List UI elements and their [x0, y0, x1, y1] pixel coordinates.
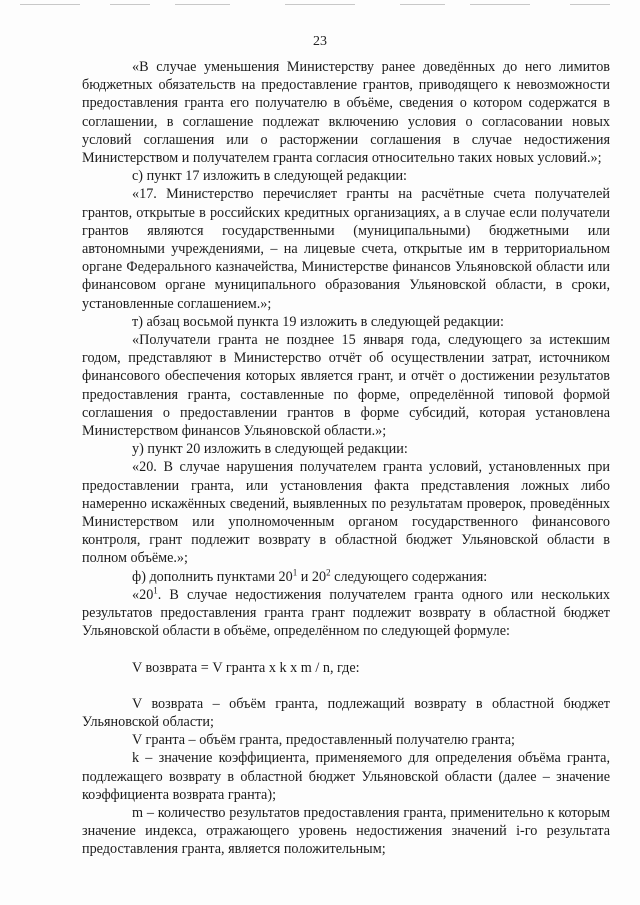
definition-m: m – количество результатов предоставления гранта, применительно к которым значение индекса, отражающего уровень недостижения значений i-го результата предоставления гранта, является положительным; [82, 804, 610, 858]
item-f-text-middle: и 20 [297, 568, 327, 585]
paragraph-ministry-limits: «В случае уменьшения Министерству ранее доведённых до него лимитов бюджетных обязательств на предоставление грантов, приводящего к невозможности предоставления гранта его получателю в объёме, сведения о котором содержатся в соглашении, в соглашение подлежат включению условия о согласовании новых условий соглашения или о расторжении соглашения в случае недостижения Министерством и получателем гранта согласия относительно таких новых условий.»; [82, 59, 610, 167]
definition-v-grant: V гранта – объём гранта, предоставленный получателю гранта; [132, 732, 515, 749]
superscript-1: 1 [153, 585, 158, 596]
page-number: 23 [313, 34, 327, 49]
paragraph-point-17: «17. Министерство перечисляет гранты на расчётные счета получателей грантов, открытые в российских кредитных организациях, а в случае если получатели грантов являются государственными (муниципальными) бюджетными или автономными учреждениями, – на лицевые счета, открытые им в территориальном органе Федерального казначейства, Министерстве финансов Ульяновской области или финансовом органе муниципального образования Ульяновской области, в сроки, установленные соглашением.»; [82, 186, 610, 312]
definition-v-refund: V возврата – объём гранта, подлежащий возврату в областной бюджет Ульяновской области; [82, 695, 610, 730]
superscript-2: 2 [326, 566, 331, 577]
paragraph-item-t: т) абзац восьмой пункта 19 изложить в следующей редакции: [132, 313, 504, 330]
point-20-1-text: . В случае недостижения получателем гранта одного или нескольких результатов предоставления гранта грант подлежит возврату в областной бюджет Ульяновской области в объёме, определённом по следующей формуле: [82, 586, 610, 640]
paragraph-report-deadline: «Получатели гранта не позднее 15 января года, следующего за истекшим годом, представляют в Министерство отчёт об осуществлении затрат, источником финансового обеспечения которых является грант, и отчёт о достижении результатов предоставления гранта, составленные по форме, определённой типовой формой соглашения о предоставлении грантов в форме субсидий, которая установлена Министерством финансов Ульяновской области.»; [82, 332, 610, 440]
paragraph-point-20-1 [82, 586, 610, 641]
point-20-1-number: «20 [132, 586, 154, 603]
item-f-text-before: ф) дополнить пунктами 20 [132, 568, 293, 585]
superscript-1: 1 [292, 566, 298, 577]
paragraph-item-s: с) пункт 17 изложить в следующей редакции: [132, 168, 407, 185]
scan-artifact-strip [0, 0, 640, 14]
paragraph-item-u: у) пункт 20 изложить в следующей редакции: [132, 441, 408, 458]
definition-k: k – значение коэффициента, применяемого для определения объёма гранта, подлежащего возврату в областной бюджет Ульяновской области (далее – значение коэффициента возврата гранта); [82, 750, 610, 803]
item-f-text-after: следующего содержания: [330, 568, 488, 585]
refund-formula: V возврата = V гранта x k x m / n, где: [132, 659, 360, 676]
document-body [82, 58, 610, 859]
paragraph-item-f [82, 568, 610, 586]
paragraph-point-20: «20. В случае нарушения получателем гранта условий, установленных при предоставлении гранта, или установления факта представления ложных либо намеренно искажённых сведений, выявленных по результатам проверок, проведённых Министерством или уполномоченным органом государственного финансового контроля, грант подлежит возврату в областной бюджет Ульяновской области в полном объёме.»; [82, 459, 610, 567]
